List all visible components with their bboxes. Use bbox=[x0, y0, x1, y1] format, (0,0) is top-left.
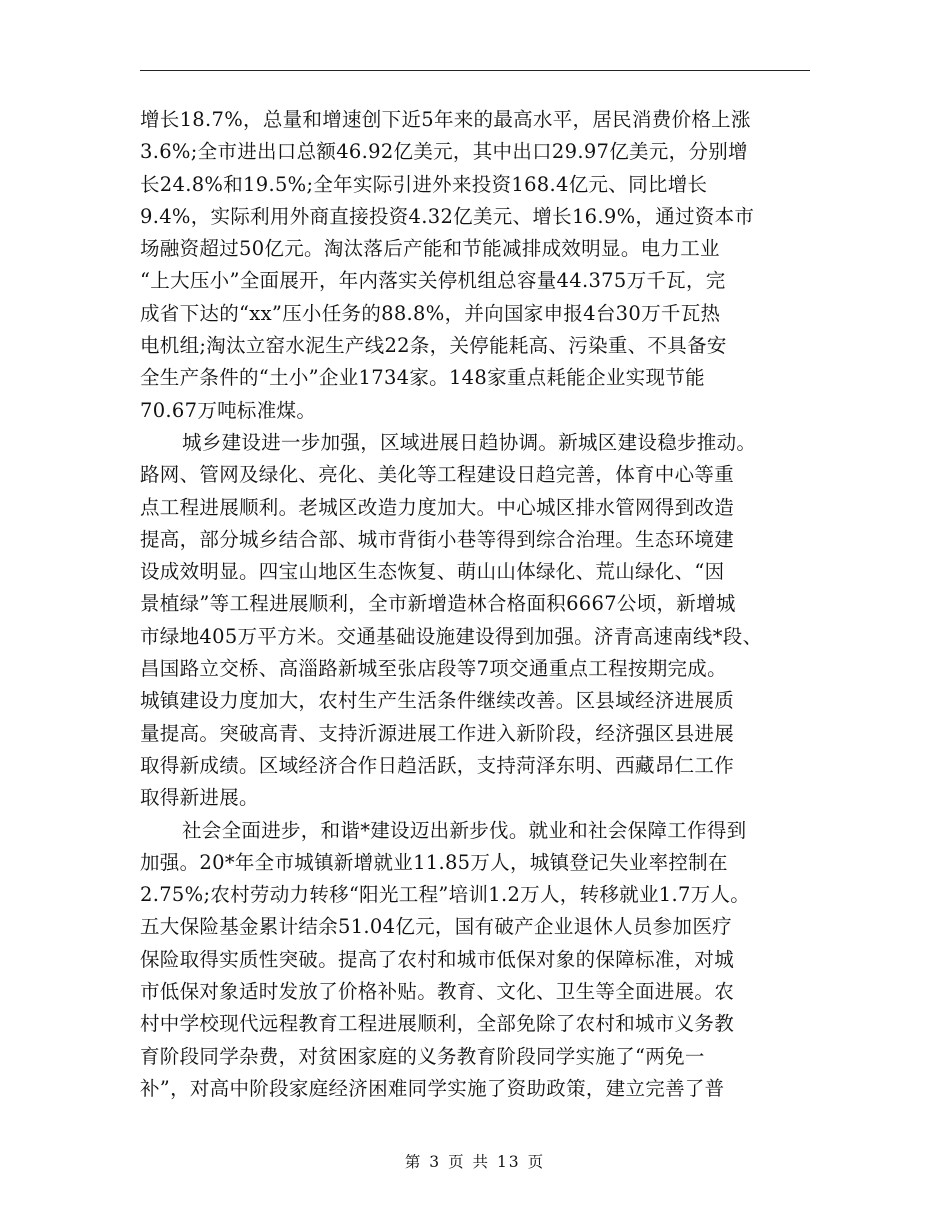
text-line: 市绿地405万平方米。交通基础设施建设得到加强。济青高速南线*段、 bbox=[140, 624, 763, 648]
text-line: 设成效明显。四宝山地区生态恢复、萌山山体绿化、荒山绿化、“因 bbox=[140, 560, 725, 584]
text-line: 增长18.7%，总量和增速创下近5年来的最高水平，居民消费价格上涨 bbox=[140, 108, 751, 131]
text-line: 路网、管网及绿化、亮化、美化等工程建设日趋完善，体育中心等重 bbox=[140, 463, 735, 487]
paragraph-first-line: 社会全面进步，和谐*建设迈出新步伐。就业和社会保障工作得到 bbox=[182, 818, 747, 842]
text-line: 取得新成绩。区域经济合作日趋活跃，支持菏泽东明、西藏昂仁工作 bbox=[140, 753, 735, 777]
text-line: 提高，部分城乡结合部、城市背街小巷等得到综合治理。生态环境建 bbox=[140, 527, 735, 551]
text-line: 五大保险基金累计结余51.04亿元，国有破产企业退休人员参加医疗 bbox=[140, 915, 732, 939]
header-rule bbox=[140, 70, 810, 71]
text-line: 加强。20*年全市城镇新增就业11.85万人，城镇登记失业率控制在 bbox=[140, 850, 728, 874]
paragraph-first-line: 城乡建设进一步加强，区域进展日趋协调。新城区建设稳步推动。 bbox=[182, 430, 757, 454]
text-line: 70.67万吨标准煤。 bbox=[140, 398, 317, 422]
text-line: 电机组;淘汰立窑水泥生产线22条，关停能耗高、污染重、不具备安 bbox=[140, 334, 727, 358]
page-footer: 第 3 页 共 13 页 bbox=[404, 1153, 546, 1171]
text-line: 点工程进展顺利。老城区改造力度加大。中心城区排水管网得到改造 bbox=[140, 495, 735, 519]
text-line: 成省下达的“xx”压小任务的88.8%，并向国家申报4台30万千瓦热 bbox=[140, 301, 721, 325]
text-line: “上大压小”全面展开，年内落实关停机组总容量44.375万千瓦，完 bbox=[140, 269, 726, 293]
text-line: 9.4%，实际利用外商直接投资4.32亿美元、增长16.9%，通过资本市 bbox=[140, 204, 755, 228]
text-line: 保险取得实质性突破。提高了农村和城市低保对象的保障标准，对城 bbox=[140, 947, 735, 971]
text-line: 村中学校现代远程教育工程进展顺利，全部免除了农村和城市义务教 bbox=[140, 1012, 735, 1036]
text-line: 昌国路立交桥、高淄路新城至张店段等7项交通重点工程按期完成。 bbox=[140, 657, 727, 681]
text-line: 景植绿”等工程进展顺利，全市新增造林合格面积6667公顷，新增城 bbox=[140, 592, 736, 616]
text-line: 补”，对高中阶段家庭经济困难同学实施了资助政策，建立完善了普 bbox=[140, 1076, 725, 1100]
text-line: 市低保对象适时发放了价格补贴。教育、文化、卫生等全面进展。农 bbox=[140, 980, 735, 1004]
text-line: 全生产条件的“土小”企业1734家。148家重点耗能企业实现节能 bbox=[140, 366, 705, 390]
document-body bbox=[140, 104, 830, 1105]
text-line: 2.75%;农村劳动力转移“阳光工程”培训1.2万人，转移就业1.7万人。 bbox=[140, 883, 751, 907]
text-line: 取得新进展。 bbox=[140, 786, 259, 810]
text-line: 城镇建设力度加大，农村生产生活条件继续改善。区县域经济进展质 bbox=[140, 689, 735, 713]
text-line: 长24.8%和19.5%;全年实际引进外来投资168.4亿元、同比增长 bbox=[140, 172, 708, 196]
text-line: 3.6%;全市进出口总额46.92亿美元，其中出口29.97亿美元，分别增 bbox=[140, 140, 748, 164]
text-line: 量提高。突破高青、支持沂源进展工作进入新阶段，经济强区县进展 bbox=[140, 721, 735, 745]
text-line: 场融资超过50亿元。淘汰落后产能和节能减排成效明显。电力工业 bbox=[140, 237, 720, 261]
text-line: 育阶段同学杂费，对贫困家庭的义务教育阶段同学实施了“两免一 bbox=[140, 1044, 705, 1068]
